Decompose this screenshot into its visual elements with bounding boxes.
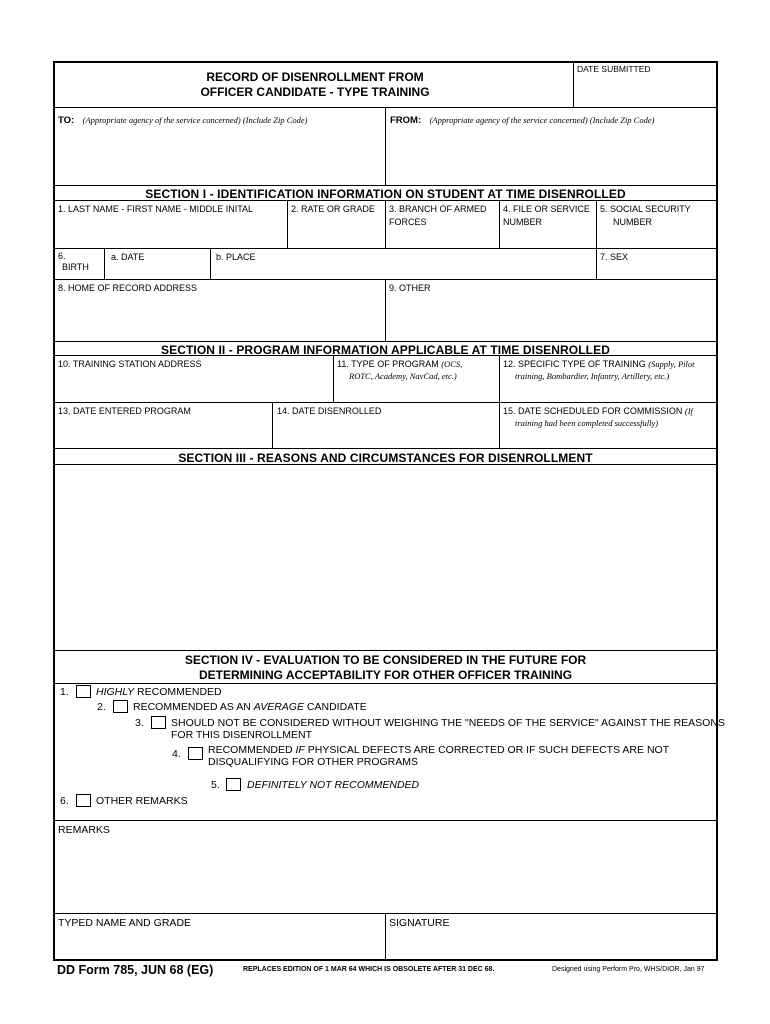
field-6b-label: b. PLACE	[216, 252, 256, 262]
replaces-note: REPLACES EDITION OF 1 MAR 64 WHICH IS OBSOLETE AFTER 31 DEC 68.	[243, 966, 495, 973]
field-1-label: 1. LAST NAME - FIRST NAME - MIDDLE INITAL	[58, 204, 254, 214]
typed-name-label: TYPED NAME AND GRADE	[58, 917, 192, 929]
field-11-label-line1: 11. TYPE OF PROGRAM	[337, 359, 439, 369]
form-title-line1: RECORD OF DISENROLLMENT FROM	[206, 70, 424, 84]
from-label: FROM:	[390, 115, 422, 126]
option-1-checkbox[interactable]	[76, 685, 91, 698]
training-station-field[interactable]	[56, 371, 332, 401]
option-2-text-a: RECOMMENDED AS AN	[133, 701, 254, 713]
name-field[interactable]	[56, 216, 286, 247]
file-service-number-field[interactable]	[501, 230, 595, 247]
field-3-label-line1: 3. BRANCH OF ARMED	[389, 204, 487, 214]
field-7-label: 7. SEX	[600, 252, 629, 262]
field-10-label: 10. TRAINING STATION ADDRESS	[58, 359, 202, 369]
option-1-label	[96, 685, 222, 699]
field-11-label	[337, 358, 462, 382]
signature-field[interactable]	[387, 930, 715, 958]
option-5-checkbox[interactable]	[226, 778, 241, 791]
from-field[interactable]	[387, 124, 715, 184]
form-id: DD Form 785, JUN 68 (EG)	[57, 963, 214, 977]
form-title-line2: OFFICER CANDIDATE - TYPE TRAINING	[200, 85, 430, 99]
reasons-field[interactable]	[56, 466, 715, 649]
field-8-label: 8. HOME OF RECORD ADDRESS	[58, 283, 198, 293]
section2-header: SECTION II - PROGRAM INFORMATION APPLICABLE AT TIME DISENROLLED	[161, 343, 610, 357]
birth-place-field[interactable]	[212, 263, 595, 278]
date-entered-field[interactable]	[56, 418, 271, 447]
field-15-note2: training had been completed successfully)	[515, 418, 659, 428]
ssn-field[interactable]	[598, 230, 715, 247]
option-4-em: IF	[295, 744, 305, 756]
field-4-label-line1: 4. FILE OR SERVICE	[503, 204, 590, 214]
field-14-label: 14. DATE DISENROLLED	[277, 406, 382, 416]
field-15-label	[503, 405, 693, 429]
option-3-num: 3.	[135, 717, 144, 729]
typed-name-field[interactable]	[56, 930, 384, 958]
option-1-em: HIGHLY	[96, 686, 135, 698]
field-3-label	[389, 203, 487, 228]
field-3-label-line2: FORCES	[389, 217, 427, 227]
other-field[interactable]	[387, 295, 715, 340]
form-title	[150, 70, 480, 100]
remarks-label: REMARKS	[58, 824, 110, 836]
field-2-label: 2. RATE OR GRADE	[291, 204, 375, 214]
section3-header: SECTION III - REASONS AND CIRCUMSTANCES FOR DISENROLLMENT	[178, 451, 593, 465]
field-12-note2: training, Bombardier, Infantry, Artillery, etc.)	[515, 371, 670, 381]
field-4-label	[503, 203, 590, 228]
field-6-birth-label: BIRTH	[62, 262, 89, 272]
field-12-note1: (Supply, Pilot	[648, 359, 695, 369]
from-note: (Appropriate agency of the service concerned) (Include Zip Code)	[429, 115, 655, 125]
date-submitted-label: DATE SUBMITTED	[577, 64, 651, 74]
option-2-num: 2.	[97, 701, 106, 713]
option-6-checkbox[interactable]	[76, 794, 91, 807]
branch-field[interactable]	[387, 230, 498, 247]
field-5-label	[600, 203, 691, 228]
field-6a-label: a. DATE	[111, 252, 145, 262]
option-4-label-line2: DISQUALIFYING FOR OTHER PROGRAMS	[208, 756, 419, 768]
field-15-note1: (If	[684, 406, 693, 416]
field-5-label-line2: NUMBER	[613, 217, 653, 227]
home-address-field[interactable]	[56, 295, 384, 340]
field-11-note1: (OCS,	[441, 359, 463, 369]
date-submitted-field[interactable]	[575, 76, 715, 106]
option-2-text-b: CANDIDATE	[303, 701, 367, 713]
option-4-text-a: RECOMMENDED	[208, 744, 296, 756]
section4-header-line1: SECTION IV - EVALUATION TO BE CONSIDERED IN THE FUTURE FOR	[184, 653, 587, 667]
to-note: (Appropriate agency of the service concerned) (Include Zip Code)	[82, 115, 308, 125]
field-12-label-line1: 12. SPECIFIC TYPE OF TRAINING	[503, 359, 646, 369]
option-2-em: AVERAGE	[253, 701, 304, 713]
option-1-num: 1.	[60, 686, 69, 698]
sex-field[interactable]	[598, 263, 715, 278]
section4-header-line2: DETERMINING ACCEPTABILITY FOR OTHER OFFICER TRAINING	[198, 668, 573, 682]
option-2-checkbox[interactable]	[113, 700, 128, 713]
option-4-text-b: PHYSICAL DEFECTS ARE CORRECTED OR IF SUCH DEFECTS ARE NOT	[304, 744, 670, 756]
option-6-label: OTHER REMARKS	[96, 795, 188, 807]
field-11-note2: ROTC, Academy, NavCad, etc.)	[349, 371, 457, 381]
to-label: TO:	[58, 115, 75, 126]
option-4-num: 4.	[172, 748, 181, 760]
field-5-label-line1: 5. SOCIAL SECURITY	[600, 204, 691, 214]
remarks-field[interactable]	[56, 838, 715, 912]
signature-label: SIGNATURE	[389, 917, 450, 929]
field-13-label: 13. DATE ENTERED PROGRAM	[58, 406, 191, 416]
field-12-label	[503, 358, 695, 382]
section1-header: SECTION I - IDENTIFICATION INFORMATION ON STUDENT AT TIME DISENROLLED	[145, 187, 626, 201]
training-type-field[interactable]	[501, 384, 715, 401]
field-15-label-line1: 15. DATE SCHEDULED FOR COMMISSION	[503, 406, 683, 416]
birth-date-field[interactable]	[106, 263, 209, 278]
to-field[interactable]	[56, 124, 384, 184]
option-5-label: DEFINITELY NOT RECOMMENDED	[247, 779, 420, 791]
option-5-num: 5.	[211, 779, 220, 791]
option-1-text: RECOMMENDED	[134, 686, 222, 698]
field-4-label-line2: NUMBER	[503, 217, 543, 227]
option-2-label	[133, 700, 367, 714]
commission-date-field[interactable]	[501, 430, 715, 447]
date-disenrolled-field[interactable]	[274, 418, 498, 447]
program-type-field[interactable]	[335, 384, 498, 401]
field-6-num: 6.	[58, 251, 66, 261]
designed-note: Designed using Perform Pro, WHS/DIOR, Jan 97	[552, 966, 705, 973]
option-3-label: SHOULD NOT BE CONSIDERED WITHOUT WEIGHING THE "NEEDS OF THE SERVICE" AGAINST THE REASONS	[171, 717, 725, 729]
rate-grade-field[interactable]	[289, 216, 384, 247]
section4-header	[54, 653, 717, 683]
option-6-num: 6.	[60, 795, 69, 807]
field-9-label: 9. OTHER	[389, 283, 431, 293]
option-4-checkbox[interactable]	[188, 747, 203, 760]
option-3-checkbox[interactable]	[151, 716, 166, 729]
option-3-label-line2: FOR THIS DISENROLLMENT	[171, 729, 312, 741]
